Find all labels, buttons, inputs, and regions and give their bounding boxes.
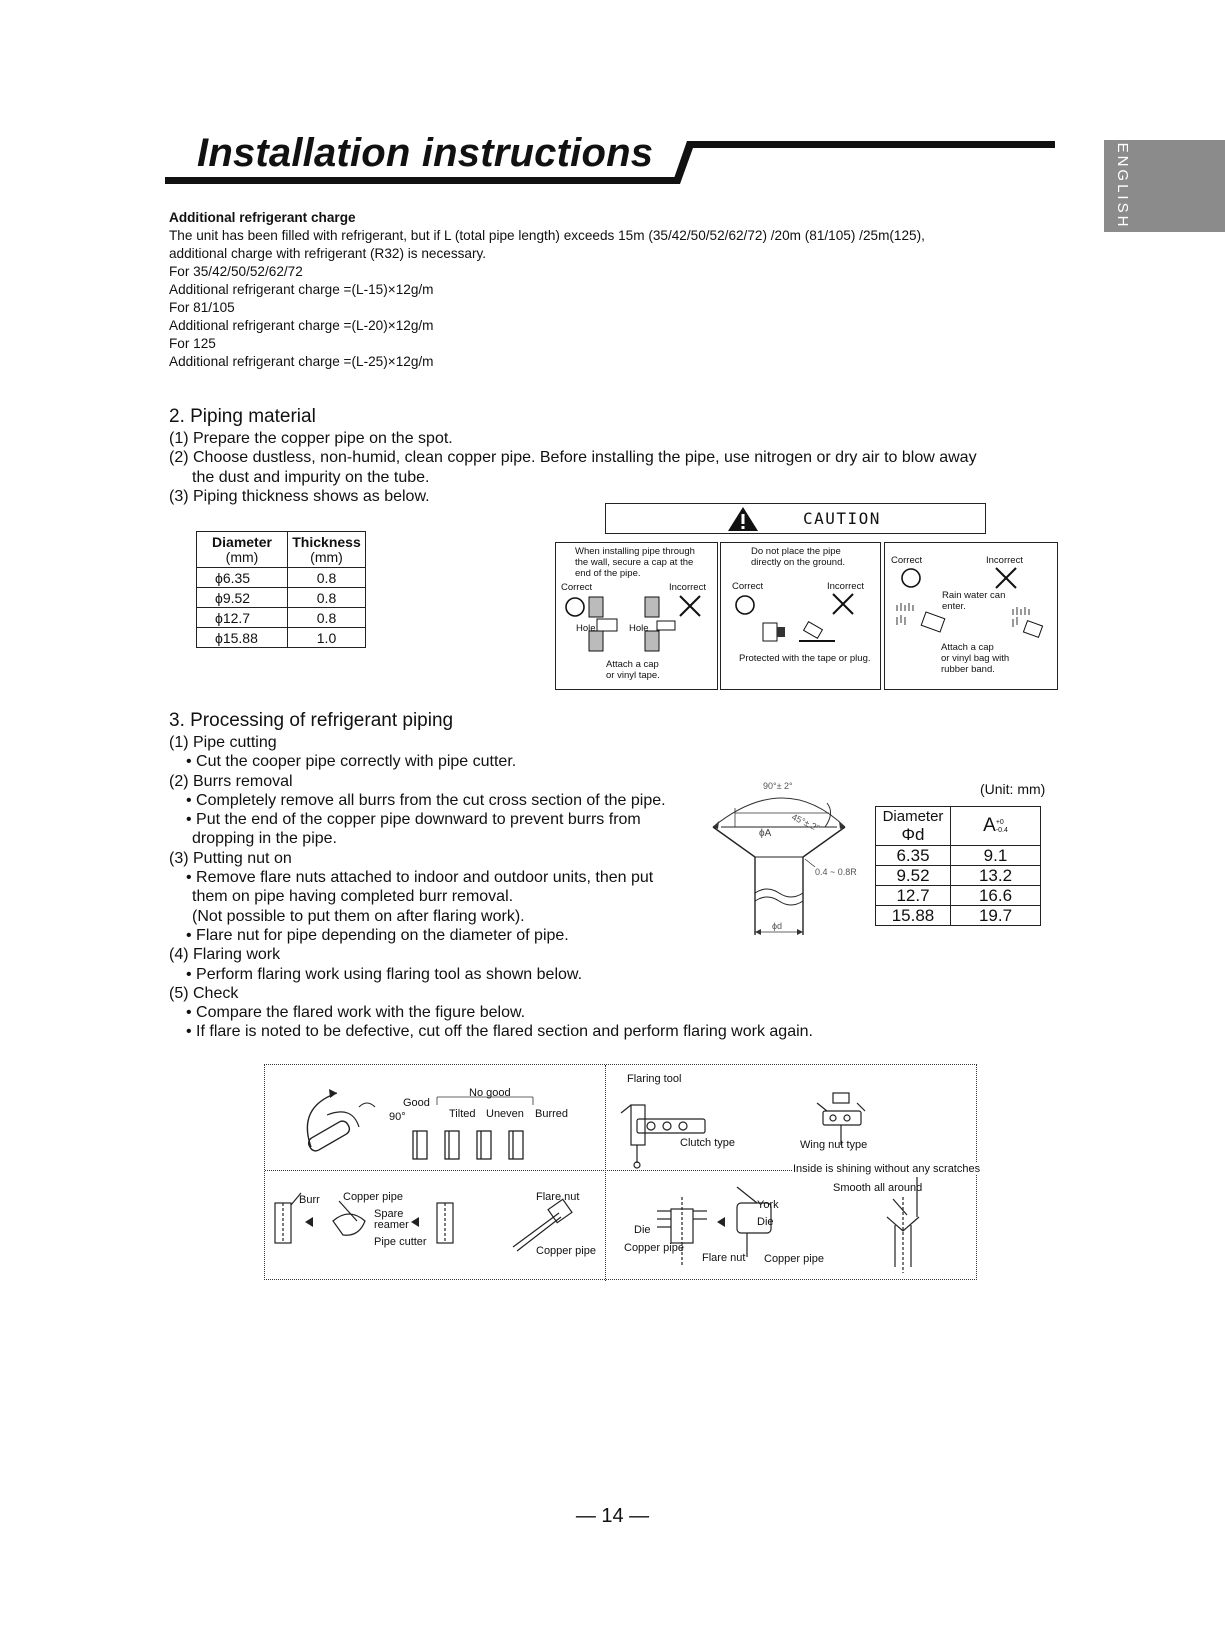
table-row: 9.52 13.2 [876,866,1041,886]
caution-box-rain: Correct Incorrect Rain water can enter. Attach a cap or vinyl bag with rubber band. [884,542,1058,690]
warning-icon [727,506,759,532]
dimension-header-diameter: Diameter Φd [876,807,951,846]
phi-d-label: ϕd [772,921,783,931]
title-underline [165,140,1055,185]
thickness-header-diameter: Diameter (mm) [197,532,288,568]
refrigerant-section [169,209,925,371]
piping-item: (1) Prepare the copper pipe on the spot. [169,430,453,447]
table-row: 6.35 9.1 [876,846,1041,866]
processing-line: (4) Flaring work [169,946,281,964]
thickness-header-thickness: Thickness (mm) [288,532,366,568]
refrigerant-heading: Additional refrigerant charge [169,210,356,225]
rain-cap-illustration [895,567,1045,642]
piping-item: (3) Piping thickness shows as below. [169,487,430,505]
unit-label: (Unit: mm) [980,781,1046,797]
processing-line: (3) Putting nut on [169,849,292,867]
processing-line: • Flare nut for pipe depending on the diameter of pipe. [186,926,569,944]
dimension-table [875,806,1041,926]
table-row: ϕ9.52 0.8 [197,588,366,608]
piping-item-continuation: the dust and impurity on the tube. [192,468,430,486]
caution-box-wall: When installing pipe through the wall, secure a cap at the end of the pipe. Correct Incorrect Hole Hole Attach a cap or vinyl tape. [555,542,718,690]
processing-line: • Put the end of the copper pipe downward to prevent burrs from [186,811,641,829]
piping-item: (2) Choose dustless, non-humid, clean copper pipe. Before installing the pipe, use nitrogen or dry air to blow away [169,449,977,467]
thickness-table [196,531,366,648]
table-row: 12.7 16.6 [876,886,1041,906]
refrigerant-line: Additional refrigerant charge =(L-25)×12g/m [169,354,434,369]
ground-pipe-illustration [735,591,875,651]
processing-line: (1) Pipe cutting [169,734,277,751]
processing-line: • Perform flaring work using flaring tool as shown below. [186,965,583,983]
table-row: ϕ15.88 1.0 [197,628,366,648]
caution-title: CAUTION [803,509,881,528]
processing-line: • Remove flare nuts attached to indoor and outdoor units, then put [186,869,654,887]
page-title: Installation instructions [197,131,654,175]
piping-material-section [169,405,977,506]
refrigerant-line: For 81/105 [169,300,235,315]
dimension-header-a: A+0 -0.4 [951,807,1041,846]
piping-material-heading: 2. Piping material [169,406,316,427]
table-row: ϕ12.7 0.8 [197,608,366,628]
refrigerant-line: The unit has been filled with refrigerant, but if L (total pipe length) exceeds 15m (35/42/50/52/62/72) /20m (81/105) /25m(125), [169,228,925,243]
phi-a-label: ϕA [759,828,772,839]
flaring-tool-illustration [617,1089,877,1169]
refrigerant-line: additional charge with refrigerant (R32) is necessary. [169,246,487,261]
flaring-figure: Good No good 90° Tilted Uneven Burred Flaring tool Clutch type Wing nut type Burr Copper pipe Spare reamer Pipe cutter Flare nut Copper pipe Inside is shining without any scratches Smooth all around York Die Die Copper pipe Flare nut Copper pipe [264,1064,977,1280]
processing-line: dropping in the pipe. [192,830,337,848]
refrigerant-line: For 125 [169,336,216,351]
processing-line: • Completely remove all burrs from the cut cross section of the pipe. [186,791,666,809]
page-number: — 14 — [575,1505,650,1527]
language-tab-label: ENGLISH [1114,142,1131,230]
radius-label: 0.4 ~ 0.8R [815,867,857,877]
angle-side-label: 45°± 2° [790,811,822,834]
angle-top-label: 90°± 2° [763,781,793,791]
caution-box-ground: Do not place the pipe directly on the ground. Correct Incorrect Protected with the tape or plug. [720,542,881,690]
caution-banner [605,503,986,534]
divider [605,1065,606,1281]
refrigerant-line: Additional refrigerant charge =(L-15)×12g/m [169,282,434,297]
processing-line: (2) Burrs removal [169,772,293,790]
refrigerant-line: For 35/42/50/52/62/72 [169,264,303,279]
processing-line: • Compare the flared work with the figure below. [186,1004,526,1022]
table-row: ϕ6.35 0.8 [197,568,366,588]
processing-line: (5) Check [169,984,239,1002]
table-row: 15.88 19.7 [876,906,1041,926]
processing-heading: 3. Processing of refrigerant piping [169,710,454,731]
refrigerant-line: Additional refrigerant charge =(L-20)×12g/m [169,318,434,333]
processing-line: • If flare is noted to be defective, cut off the flared section and perform flaring work again. [186,1023,813,1041]
processing-line: them on pipe having completed burr removal. [192,888,514,906]
flare-dimension-diagram [705,775,875,945]
flare-quality-illustration [297,1077,603,1169]
processing-line: • Cut the cooper pipe correctly with pipe cutter. [186,753,517,771]
language-tab [1104,140,1225,232]
processing-line: (Not possible to put them on after flaring work). [192,907,525,925]
